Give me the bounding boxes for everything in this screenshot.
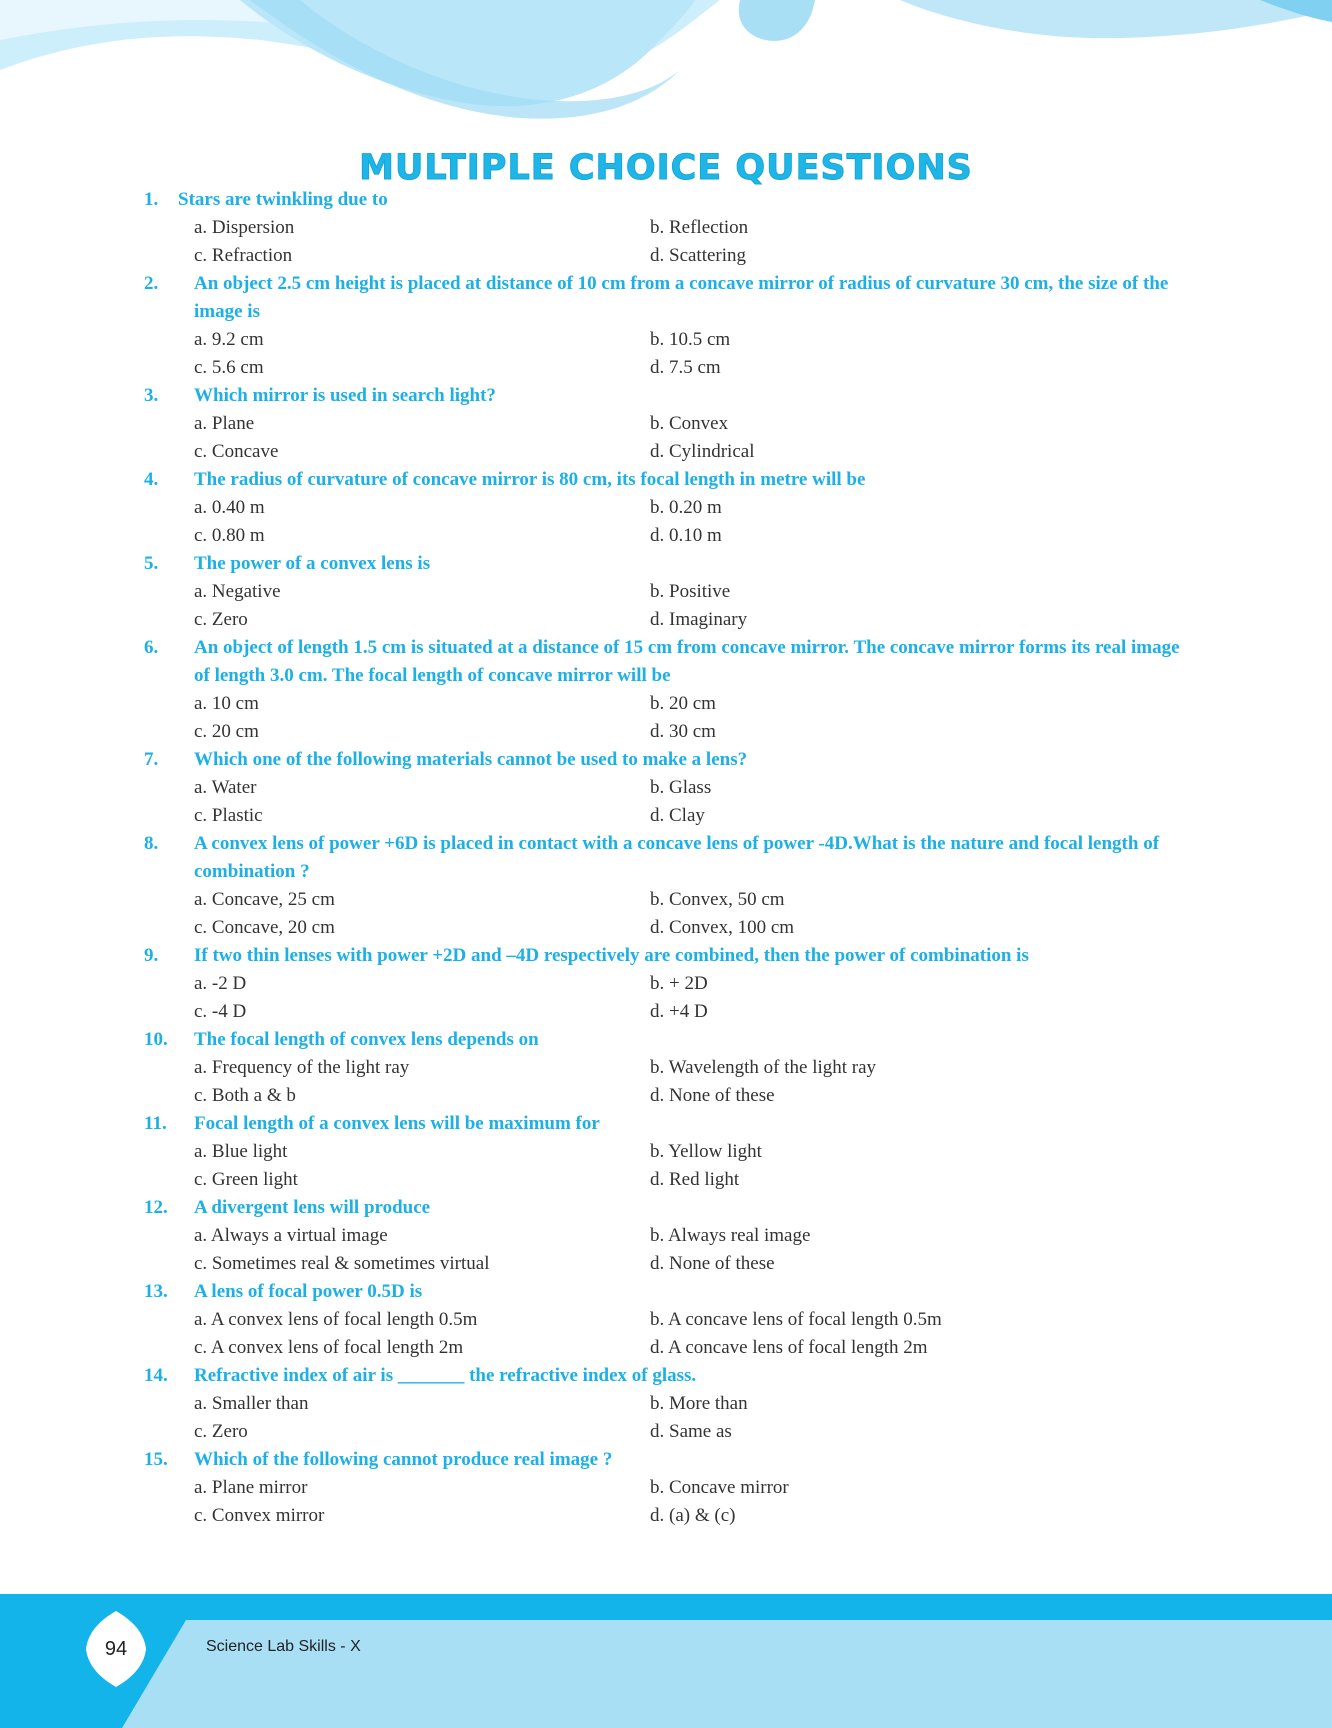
option-a: a. Negative [194,581,281,602]
option-b: b. A concave lens of focal length 0.5m [650,1309,942,1330]
question-item [0,746,1332,830]
question-item [0,186,1332,270]
option-a: a. Frequency of the light ray [194,1057,410,1078]
question-item [0,830,1332,942]
option-d: d. None of these [650,1085,775,1106]
option-a: a. Blue light [194,1141,288,1162]
question-item [0,466,1332,550]
footer-band [0,1594,1332,1728]
option-a: a. Water [194,777,257,798]
option-a: a. 9.2 cm [194,329,264,350]
option-d: d. Convex, 100 cm [650,917,795,938]
question-number: 5. [144,553,159,574]
question-text: Which of the following cannot produce real image ? [194,1449,613,1470]
option-b: b. Wavelength of the light ray [650,1057,877,1078]
option-d: d. Red light [650,1169,740,1190]
option-b: b. 10.5 cm [650,329,731,350]
option-d: d. 0.10 m [650,525,722,546]
option-c: c. 5.6 cm [194,357,264,378]
page-title: MULTIPLE CHOICE QUESTIONS [359,148,973,188]
option-b: b. Always real image [650,1225,811,1246]
option-c: c. 0.80 m [194,525,265,546]
option-a: a. Concave, 25 cm [194,889,335,910]
question-text: An object 2.5 cm height is placed at distance of 10 cm from a concave mirror of radius of curvature 30 cm, the size of the image is [194,273,1169,322]
option-b: b. Convex, 50 cm [650,889,785,910]
option-a: a. 10 cm [194,693,259,714]
question-item [0,270,1332,382]
option-c: c. Refraction [194,245,293,266]
option-a: a. Plane [194,413,255,434]
question-item [0,1110,1332,1194]
question-text: Which mirror is used in search light? [194,385,496,406]
question-item [0,1362,1332,1446]
question-text: Focal length of a convex lens will be maximum for [194,1113,600,1134]
option-c: c. Convex mirror [194,1505,325,1526]
question-text: Refractive index of air is _______ the refractive index of glass. [194,1365,697,1386]
question-item [0,550,1332,634]
question-number: 14. [144,1365,168,1386]
option-b: b. Concave mirror [650,1477,789,1498]
question-number: 9. [144,945,159,966]
option-b: b. More than [650,1393,748,1414]
option-d: d. 7.5 cm [650,357,721,378]
option-c: c. Concave, 20 cm [194,917,335,938]
question-number: 7. [144,749,159,770]
question-item [0,1278,1332,1362]
option-c: c. A convex lens of focal length 2m [194,1337,464,1358]
option-c: c. Green light [194,1169,298,1190]
option-c: c. Both a & b [194,1085,296,1106]
question-text: Stars are twinkling due to [178,189,388,210]
option-a: a. Smaller than [194,1393,309,1414]
question-item [0,942,1332,1026]
option-d: d. +4 D [650,1001,708,1022]
question-text: The radius of curvature of concave mirror is 80 cm, its focal length in metre will be [194,469,866,490]
option-c: c. Plastic [194,805,263,826]
question-text: A divergent lens will produce [194,1197,431,1218]
question-number: 2. [144,273,159,294]
option-c: c. Sometimes real & sometimes virtual [194,1253,490,1274]
option-a: a. Plane mirror [194,1477,308,1498]
option-b: b. + 2D [650,973,708,994]
question-text: Which one of the following materials cannot be used to make a lens? [194,749,748,770]
question-text: A convex lens of power +6D is placed in contact with a concave lens of power -4D.What is the nature and focal length of combination ? [194,833,1160,882]
option-d: d. Scattering [650,245,747,266]
option-d: d. A concave lens of focal length 2m [650,1337,928,1358]
option-d: d. Imaginary [650,609,748,630]
option-d: d. 30 cm [650,721,716,742]
question-number: 15. [144,1449,168,1470]
question-text: A lens of focal power 0.5D is [194,1281,423,1302]
question-item [0,382,1332,466]
question-number: 3. [144,385,159,406]
option-c: c. Zero [194,1421,248,1442]
question-number: 6. [144,637,159,658]
question-text: If two thin lenses with power +2D and –4D respectively are combined, then the power of combination is [194,945,1029,966]
question-list [0,186,1332,1530]
option-a: a. Dispersion [194,217,295,238]
page-number: 94 [104,1637,128,1660]
option-d: d. Same as [650,1421,732,1442]
question-number: 12. [144,1197,168,1218]
question-text: An object of length 1.5 cm is situated at a distance of 15 cm from concave mirror. The concave mirror forms its real image of length 3.0 cm. The focal length of concave mirror will be [194,637,1180,686]
question-item [0,634,1332,746]
option-b: b. Glass [650,777,712,798]
option-c: c. -4 D [194,1001,247,1022]
option-c: c. Concave [194,441,279,462]
option-a: a. -2 D [194,973,247,994]
question-number: 11. [144,1113,167,1134]
option-a: a. A convex lens of focal length 0.5m [194,1309,478,1330]
option-b: b. 20 cm [650,693,716,714]
option-d: d. None of these [650,1253,775,1274]
header-wave-decoration [0,0,1332,140]
question-text: The focal length of convex lens depends on [194,1029,539,1050]
option-a: a. 0.40 m [194,497,265,518]
option-d: d. Clay [650,805,705,826]
option-d: d. (a) & (c) [650,1505,736,1526]
question-number: 8. [144,833,159,854]
option-c: c. Zero [194,609,248,630]
question-item [0,1446,1332,1530]
option-b: b. Yellow light [650,1141,762,1162]
question-number: 10. [144,1029,168,1050]
book-title: Science Lab Skills - X [206,1638,361,1655]
question-number: 4. [144,469,159,490]
option-b: b. Positive [650,581,731,602]
question-number: 13. [144,1281,168,1302]
option-a: a. Always a virtual image [194,1225,388,1246]
option-d: d. Cylindrical [650,441,755,462]
option-b: b. Convex [650,413,729,434]
option-b: b. 0.20 m [650,497,722,518]
question-item [0,1026,1332,1110]
question-item [0,1194,1332,1278]
question-text: The power of a convex lens is [194,553,431,574]
option-b: b. Reflection [650,217,749,238]
question-number: 1. [144,189,159,210]
option-c: c. 20 cm [194,721,259,742]
